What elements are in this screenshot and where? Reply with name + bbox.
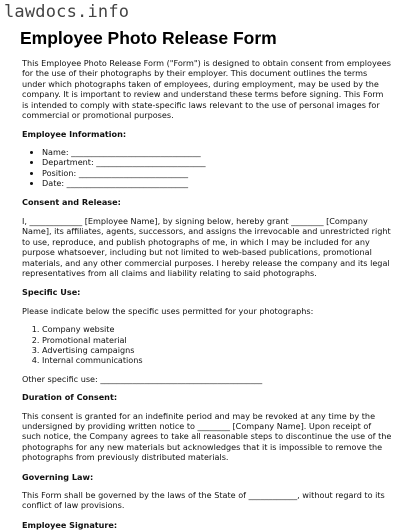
employee-info-list (22, 147, 392, 189)
page-title: Employee Photo Release Form (20, 28, 277, 48)
use-item: 4. Internal communications (42, 355, 392, 365)
specific-use-intro: Please indicate below the specific uses permitted for your photographs: (22, 305, 314, 316)
consent-paragraph: I, _____________ [Employee Name], by signing below, hereby grant ________ [Company Name], its affiliates, agents, successors, and assigns the irrevocable and unrestricted right to use, reproduce, and publish photographs of me, in which I may be included for any purpose whatsoever, including but not limited to web-based publications, promotional materials, and any other commercial purposes. I hereby release the company and its legal representatives from all claims and liability relating to said photographs. (22, 215, 391, 278)
other-use-field[interactable]: Other specific use: ________________________________________ (22, 373, 263, 384)
specific-use-heading: Specific Use: (22, 287, 81, 298)
consent-heading: Consent and Release: (22, 197, 121, 208)
employee-info-heading: Employee Information: (22, 129, 127, 140)
position-field[interactable]: • Position: ___________________________ (42, 168, 392, 178)
intro-paragraph: This Employee Photo Release Form ("Form") is designed to obtain consent from employees for the use of their photographs by their employer. This document outlines the terms under which photographs taken of employees, during employment, may be used by the company. It is important to review and understand these terms before signing. This Form is intended to comply with state-specific laws relevant to the use of personal images for commercial or promotional purposes. (22, 58, 391, 121)
site-watermark: lawdocs.info (4, 2, 130, 22)
specific-use-list (22, 324, 392, 366)
use-item: 1. Company website (42, 324, 392, 334)
use-item: 3. Advertising campaigns (42, 345, 392, 355)
date-field[interactable]: • Date: ______________________________ (42, 178, 392, 188)
department-field[interactable]: • Department: ___________________________ (42, 157, 392, 167)
use-item: 2. Promotional material (42, 335, 392, 345)
duration-heading: Duration of Consent: (22, 392, 118, 403)
duration-paragraph: This consent is granted for an indefinite period and may be revoked at any time by the undersigned by providing written notice to ________ [Company Name]. Upon receipt of such notice, the Company agrees to take all reasonable steps to discontinue the use of the photographs for any new materials but acknowledges that it is impossible to remove the photographs from previously distributed materials. (22, 410, 392, 463)
governing-law-heading: Governing Law: (22, 471, 94, 482)
governing-law-paragraph: This Form shall be governed by the laws of the State of ____________, without regard to its conflict of law provisions. (22, 490, 385, 511)
name-field[interactable]: • Name: ________________________________ (42, 147, 392, 157)
document-body (22, 58, 392, 530)
employee-signature-heading: Employee Signature: (22, 519, 118, 530)
